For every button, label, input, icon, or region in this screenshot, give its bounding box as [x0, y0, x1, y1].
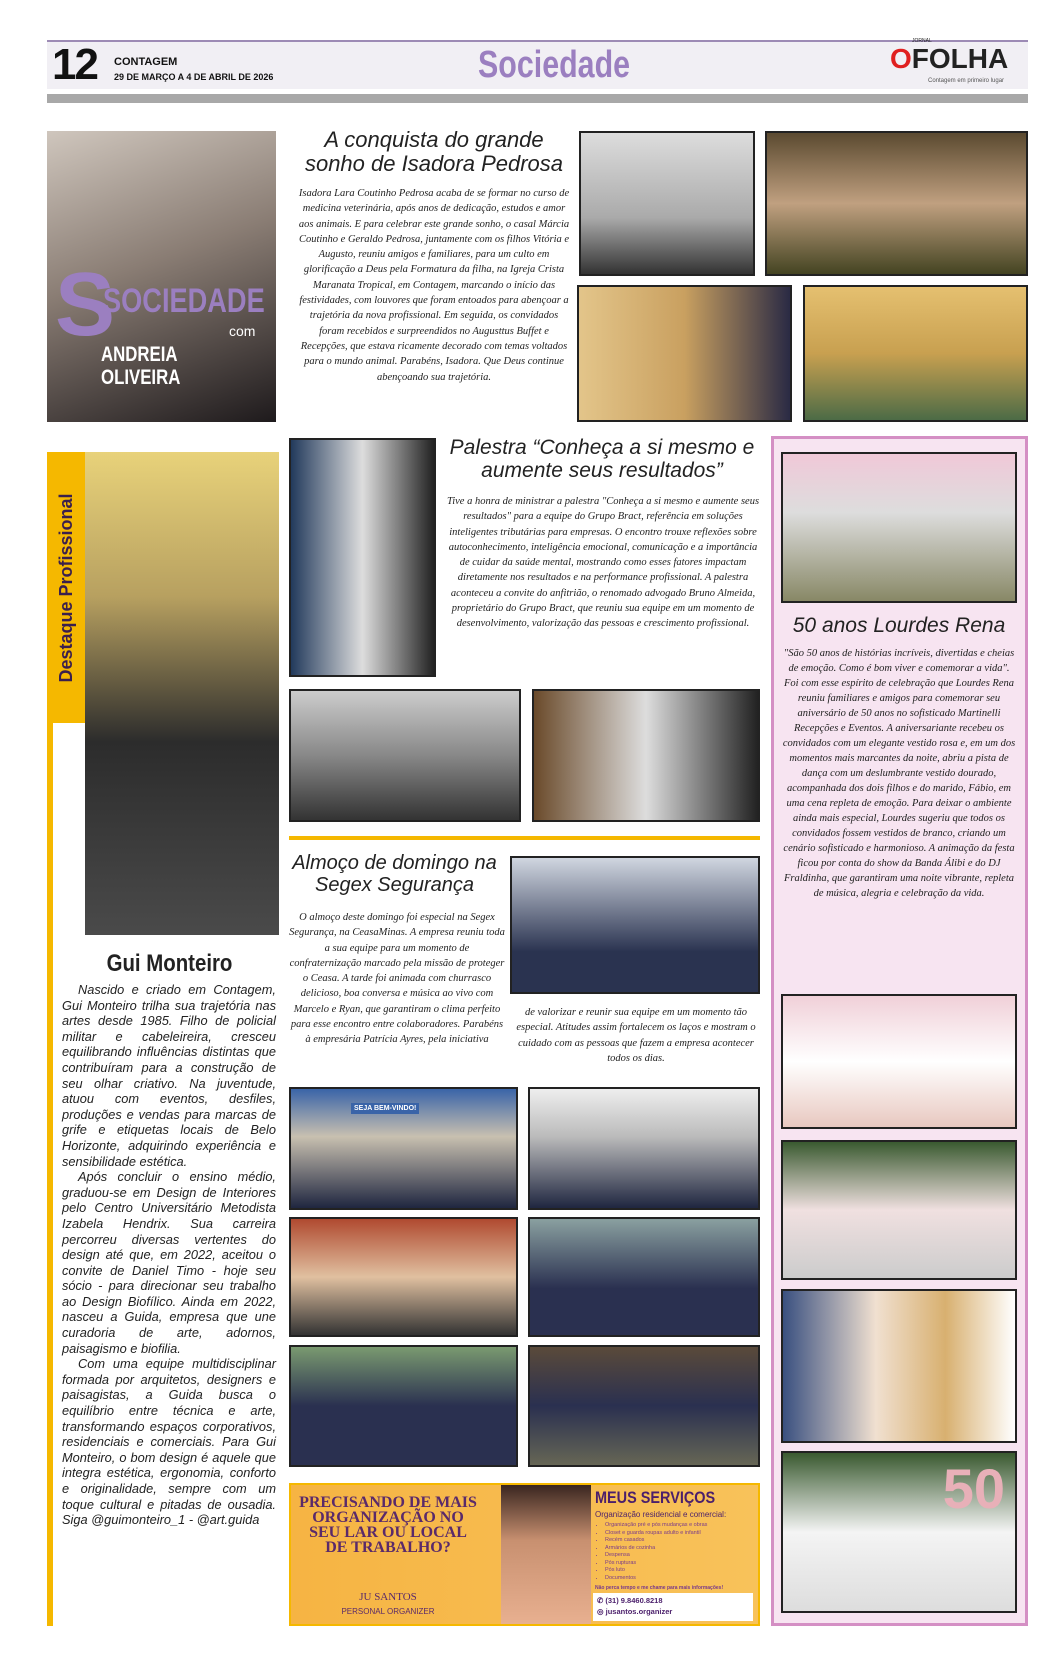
section-title: Sociedade — [478, 44, 631, 86]
advertisement — [289, 1483, 760, 1626]
newspaper-logo: OFOLHA — [890, 43, 1009, 74]
lourdes-balloon-photo — [781, 1451, 1017, 1613]
isadora-green-dress-photo — [803, 285, 1028, 422]
ad-service-item: • Pós rupturas — [605, 1560, 707, 1568]
lourdes-guests-photo — [781, 994, 1017, 1129]
ad-service-item: • Organização pré e pós mudanças e obras — [605, 1522, 707, 1530]
ad-service-item: • Armários de cozinha — [605, 1545, 707, 1553]
instagram-icon: ◎ — [597, 1607, 606, 1616]
destaque-paragraph: Nascido e criado em Contagem, Gui Monteiro trilha sua trajetória nas artes desde 1985. Filho de policial militar e cabeleireira, cresceu equilibrando influências distintas que contribuíram para a construção de seu olhar criativo. Na juventude, atuou com eventos, desfiles, produções e vendas para marcas de grife e etiquetas locais de Belo Horizonte, adquirindo experiência e sensibilidade estética. — [62, 982, 276, 1169]
cover-photo: S SOCIEDADE com ANDREIA OLIVEIRA — [47, 131, 276, 422]
destaque-name: Gui Monteiro — [106, 950, 233, 977]
almoco-body-right: de valorizar e reunir sua equipe em um momento tão especial. Atitudes assim fortalecem os laços e mostram o cuidado com as pessoas que fazem a empresa acontecer todos os dias. — [516, 1007, 756, 1064]
ad-services-sub: Organização residencial e comercial: — [595, 1510, 727, 1519]
ad-services-list — [605, 1522, 707, 1582]
header-divider — [47, 94, 1028, 103]
ad-brand-sub: PERSONAL ORGANIZER — [341, 1607, 435, 1616]
destaque-label-box — [47, 452, 85, 723]
isadora-graduation-photo — [579, 131, 755, 276]
ad-services-title: MEUS SERVIÇOS — [595, 1488, 716, 1507]
cover-title: SOCIEDADE — [103, 282, 265, 320]
cover-with: com — [229, 323, 256, 339]
almoco-body-left: O almoço deste domingo foi especial na Segex Segurança, na CeasaMinas. A empresa reuniu toda a sua equipe para um momento de confraternização marcado pela missão de proteger o Ceasa. A tarde foi animada com churrasco delicioso, boa conversa e música ao vivo com Marcelo e Ryan, que garantiram o clima perfeito para esse encontro entre colaboradores. Parabéns à empresária Patrícia Ayres, pela iniciativa — [289, 912, 505, 1046]
ad-contact — [593, 1593, 753, 1621]
header-date: 29 DE MARÇO A 4 DE ABRIL DE 2026 — [114, 72, 274, 82]
ad-phone: (31) 9.8460.8218 — [605, 1596, 663, 1605]
isadora-title: A conquista do grande sonho de Isadora Pedrosa — [304, 127, 564, 177]
ad-service-item: • Documentos — [605, 1575, 707, 1583]
destaque-paragraph: Com uma equipe multidisciplinar formada por arquitetos, designers e paisagistas, a Guida busca o equilíbrio entre técnica e arte, transformando espaços corporativos, residenciais e comerciais. Para Gui Monteiro, o bom design é aquele que integra estética, ergonomia, conforto e originalidade, sempre com um toque cultural e pitadas de ousadia. Siga @guimonteiro_1 - @art.guida — [62, 1356, 276, 1528]
gui-monteiro-photo — [85, 452, 279, 935]
banner-text: SEJA BEM-VINDO! — [351, 1103, 419, 1114]
cover-author: ANDREIA OLIVEIRA — [101, 343, 181, 389]
destaque-body — [62, 982, 276, 1528]
ad-service-item: • Despensa — [605, 1552, 707, 1560]
destaque-paragraph: Após concluir o ensino médio, graduou-se em Design de Interiores pelo Centro Universitário Metodista Izabela Hendrix. Sua carreira percorreu diversas vertentes do design até que, em 2022, aceitou o convite de Daniel Timo - hoje seu sócio - para direcionar seu trabalho ao Design Biofílico. Ainda em 2022, nasceu a Guida, empresa que une curadoria de arte, adornos, paisagismo e biofilia. — [62, 1169, 276, 1356]
almoco-group-photo — [510, 856, 760, 994]
ad-service-item: • Recém casados — [605, 1537, 707, 1545]
almoco-photo-1 — [289, 1087, 518, 1210]
phone-icon: ✆ — [597, 1596, 606, 1605]
logo-prefix: JORNAL — [912, 38, 932, 44]
ad-instagram: jusantos.organizer — [605, 1607, 673, 1616]
almoco-photo-2 — [528, 1087, 760, 1210]
lourdes-title: 50 anos Lourdes Rena — [792, 614, 1006, 637]
isadora-trio-photo — [577, 285, 792, 422]
isadora-body: Isadora Lara Coutinho Pedrosa acaba de se formar no curso de medicina veterinária, após anos de dedicação, estudos e amor aos animais. E para celebrar este grande sonho, o casal Márcia Coutinho e Geraldo Pedrosa, juntamente com os filhos Vitória e Augusto, reuniu amigos e familiares, para um culto em glorificação a Deus pela Formatura da filha, na Igreja Crista Maranata Tropical, em Contagem, marcando o início das festividades, com louvores que foram entoados para abençoar a trajetória da nova profissional. Em seguida, os convidados foram recebidos e surpreendidos no Augusttus Buffet e Recepções, que estava ricamente decorado com temas voltados para o mundo animal. Parabéns, Isadora. Que Deus continue abençoando sua trajetória. — [298, 188, 570, 383]
palestra-group-photo — [289, 689, 521, 822]
ad-headline: PRECISANDO DE MAIS ORGANIZAÇÃO NO SEU LAR OU LOCAL DE TRABALHO? — [299, 1494, 477, 1556]
isadora-family-photo — [765, 131, 1028, 276]
palestra-body: Tive a honra de ministrar a palestra "Conheça a si mesmo e aumente seus resultados" para a equipe do Grupo Bract, referência em soluções inteligentes tributárias para empresas. O encontro trouxe reflexões sobre autoconhecimento, inteligência emocional, comunicação e a importância de cuidar da saúde mental, mostrando como esses fatores impactam diretamente nos resultados e na performance profissional. A palestra aconteceu a convite do anfitrião, o renomado advogado Bruno Almeida, proprietário do Grupo Bract, que reuniu sua equipe em um momento de desenvolvimento, valorização das pessoas e crescimento profissional. — [446, 496, 760, 630]
ad-cta: Não perca tempo e me chame para mais informações! — [595, 1585, 724, 1591]
almoco-photo-4 — [528, 1217, 760, 1337]
almoco-title: Almoço de domingo na Segex Segurança — [292, 852, 497, 896]
lourdes-family-photo — [781, 452, 1017, 603]
logo-tagline: Contagem em primeiro lugar — [928, 78, 1005, 84]
ad-service-item: • Pós luto — [605, 1567, 707, 1575]
lourdes-body: "São 50 anos de histórias incríveis, divertidas e cheias de emoção. Como é bom viver e comemorar a vida". Foi com esse espírito de celebração que Lourdes Rena reuniu familiares e amigos para comemorar seu aniversário de 50 anos no sofisticado Martinelli Recepções e Eventos. A aniversariante recebeu os convidados com um elegante vestido rosa e, em um dos momentos mais marcantes da noite, abriu a pista de dança com um deslumbrante vestido dourado, acompanhada dos dois filhos e do marido, Fábio, em uma cena repleta de emoção. Para deixar o ambiente ainda mais especial, Lourdes sugeriu que todos os convidados fossem vestidos de branco, criando um cenário sofisticado e harmonioso. A animação da festa ficou por conta do show da Banda Álibi e do DJ Fraldinha, que garantiram uma noite vibrante, repleta de música, alegria e celebração da vida. — [782, 648, 1016, 899]
ad-brand: JU SANTOS — [359, 1591, 417, 1603]
ad-service-item: • Closet e guarda roupas adulto e infantil — [605, 1530, 707, 1538]
almoco-photo-6 — [528, 1345, 760, 1467]
palestra-trio-photo — [532, 689, 760, 822]
ad-portrait — [501, 1485, 591, 1624]
header-city: CONTAGEM — [114, 56, 178, 68]
lourdes-group-photo — [781, 1140, 1017, 1280]
page-number: 12 — [52, 40, 97, 89]
palestra-main-photo — [289, 438, 436, 677]
almoco-photo-5 — [289, 1345, 518, 1467]
almoco-photo-3 — [289, 1217, 518, 1337]
palestra-title: Palestra “Conheça a si mesmo e aumente seus resultados” — [449, 436, 755, 483]
section-divider — [289, 836, 760, 840]
lourdes-friends-photo — [781, 1289, 1017, 1443]
destaque-label: Destaque Profissional — [56, 493, 76, 683]
number-balloon: 50 — [942, 1457, 1005, 1520]
